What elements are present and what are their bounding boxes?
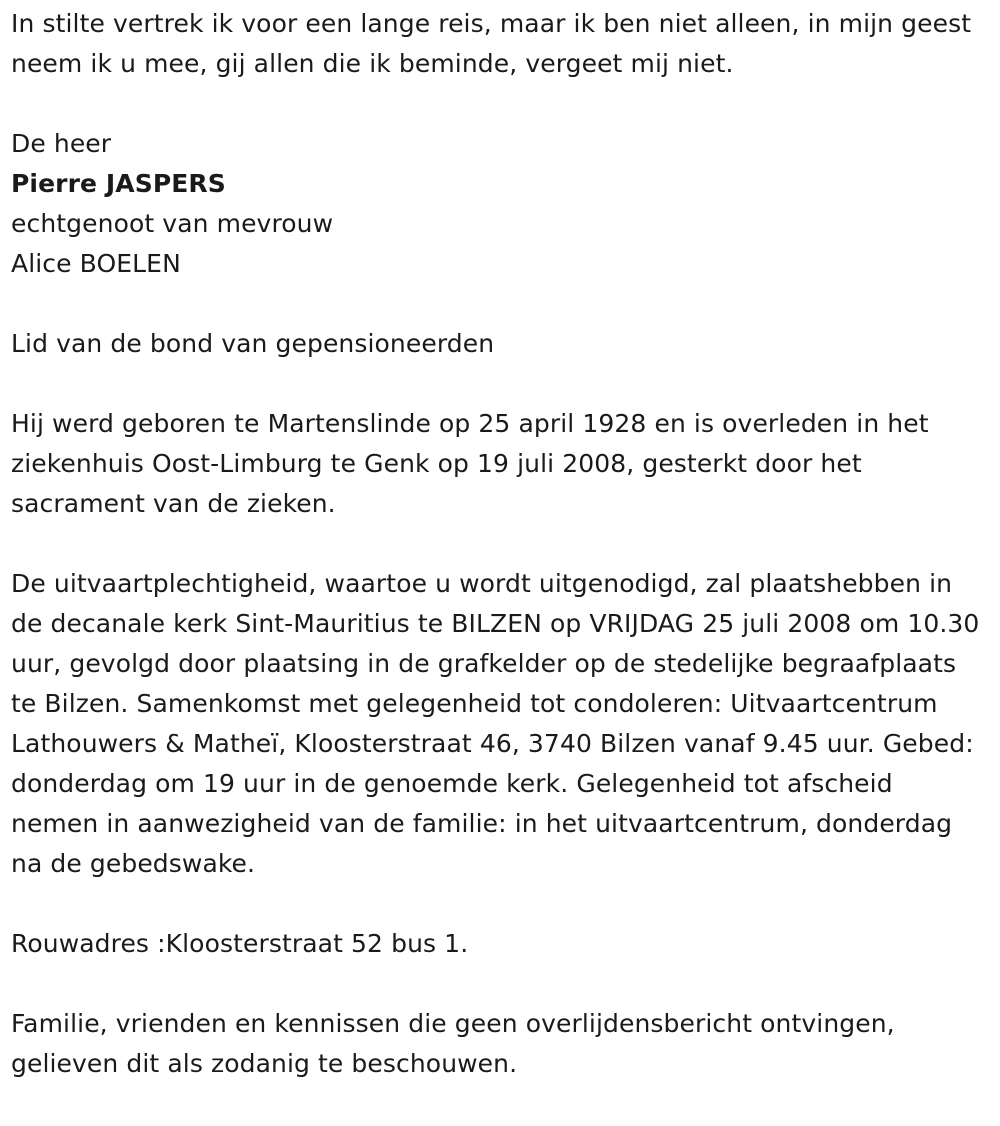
honorific: De heer: [11, 129, 112, 158]
mourning-address: Rouwadres :Kloosterstraat 52 bus 1.: [11, 929, 469, 958]
closing-note: Familie, vrienden en kennissen die geen overlijdensbericht ontvingen, gelieven dit als zodanig te beschouwen.: [11, 1009, 895, 1078]
opening-verse: In stilte vertrek ik voor een lange reis, maar ik ben niet alleen, in mijn geest neem ik u mee, gij allen die ik beminde, vergeet mij niet.: [11, 9, 972, 78]
spouse-intro: echtgenoot van mevrouw: [11, 209, 334, 238]
funeral-info-paragraph: De uitvaartplechtigheid, waartoe u wordt uitgenodigd, zal plaatshebben in de decanale kerk Sint-Mauritius te BILZEN op VRIJDAG 25 juli 2008 om 10.30 uur, gevolgd door plaatsing in de grafkelder op de stedelijke begraafplaats te Bilzen. Samenkomst met gelegenheid tot condoleren: Uitvaartcentrum Lathouwers & Matheï, Kloosterstraat 46, 3740 Bilzen vanaf 9.45 uur. Gebed: donderdag om 19 uur in de genoemde kerk. Gelegenheid tot afscheid nemen in aanwezigheid van de familie: in het uitvaartcentrum, donderdag na de gebedswake.: [11, 569, 980, 878]
spouse-name: Alice BOELEN: [11, 249, 181, 278]
membership: Lid van de bond van gepensioneerden: [11, 329, 495, 358]
birth-death-paragraph: Hij werd geboren te Martenslinde op 25 april 1928 en is overleden in het ziekenhuis Oost-Limburg te Genk op 19 juli 2008, gesterkt door het sacrament van de zieken.: [11, 409, 929, 518]
deceased-name: Pierre JASPERS: [11, 169, 226, 198]
obituary-document: [11, 4, 986, 1084]
